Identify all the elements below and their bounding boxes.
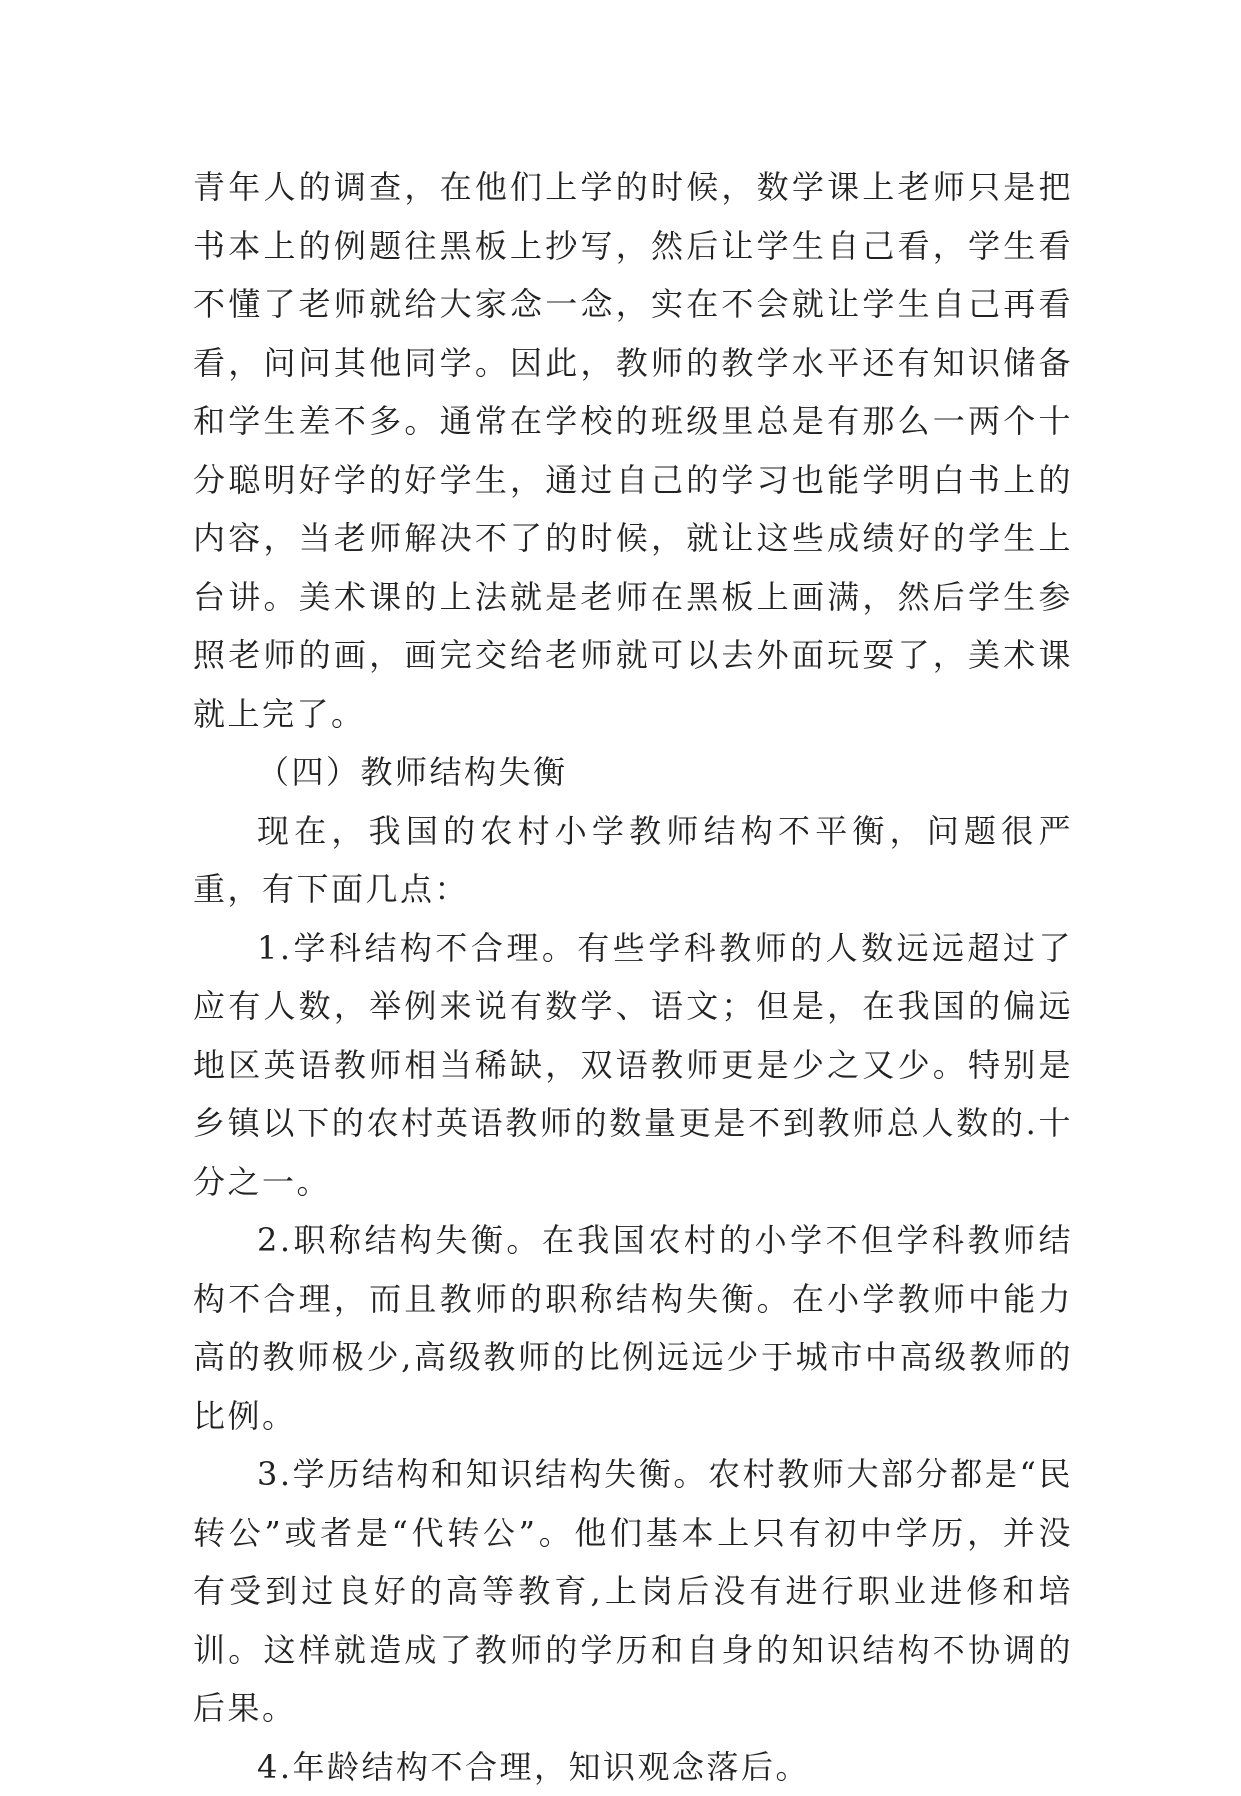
paragraph-rural-teaching-survey: 青年人的调查，在他们上学的时候，数学课上老师只是把书本上的例题往黑板上抄写，然后让学生自己看，学生看不懂了老师就给大家念一念，实在不会就让学生自己再看看，问问其他同学。因此，教师的教学水平还有知识储备和学生差不多。通常在学校的班级里总是有那么一两个十分聪明好学的好学生，通过自己的学习也能学明白书上的内容，当老师解决不了的时候，就让这些成绩好的学生上台讲。美术课的上法就是老师在黑板上画满，然后学生参照老师的画，画完交给老师就可以去外面玩耍了，美术课就上完了。	[193, 158, 1073, 743]
paragraph-structure-intro: 现在，我国的农村小学教师结构不平衡，问题很严重，有下面几点：	[193, 802, 1073, 919]
list-item-education-structure: 3.学历结构和知识结构失衡。农村教师大部分都是“民转公”或者是“代转公”。他们基本上只有初中学历，并没有受到过良好的高等教育,上岗后没有进行职业进修和培训。这样就造成了教师的学历和自身的知识结构不协调的后果。	[193, 1445, 1073, 1738]
list-item-title-structure: 2.职称结构失衡。在我国农村的小学不但学科教师结构不合理，而且教师的职称结构失衡。在小学教师中能力高的教师极少,高级教师的比例远远少于城市中高级教师的比例。	[193, 1211, 1073, 1445]
section-heading-teacher-structure: （四）教师结构失衡	[193, 743, 1073, 802]
list-item-age-structure: 4.年龄结构不合理，知识观念落后。	[193, 1738, 1073, 1796]
list-item-subject-structure: 1.学科结构不合理。有些学科教师的人数远远超过了应有人数，举例来说有数学、语文；但是，在我国的偏远地区英语教师相当稀缺，双语教师更是少之又少。特别是乡镇以下的农村英语教师的数量更是不到教师总人数的.十分之一。	[193, 919, 1073, 1212]
document-body	[193, 158, 1073, 1796]
